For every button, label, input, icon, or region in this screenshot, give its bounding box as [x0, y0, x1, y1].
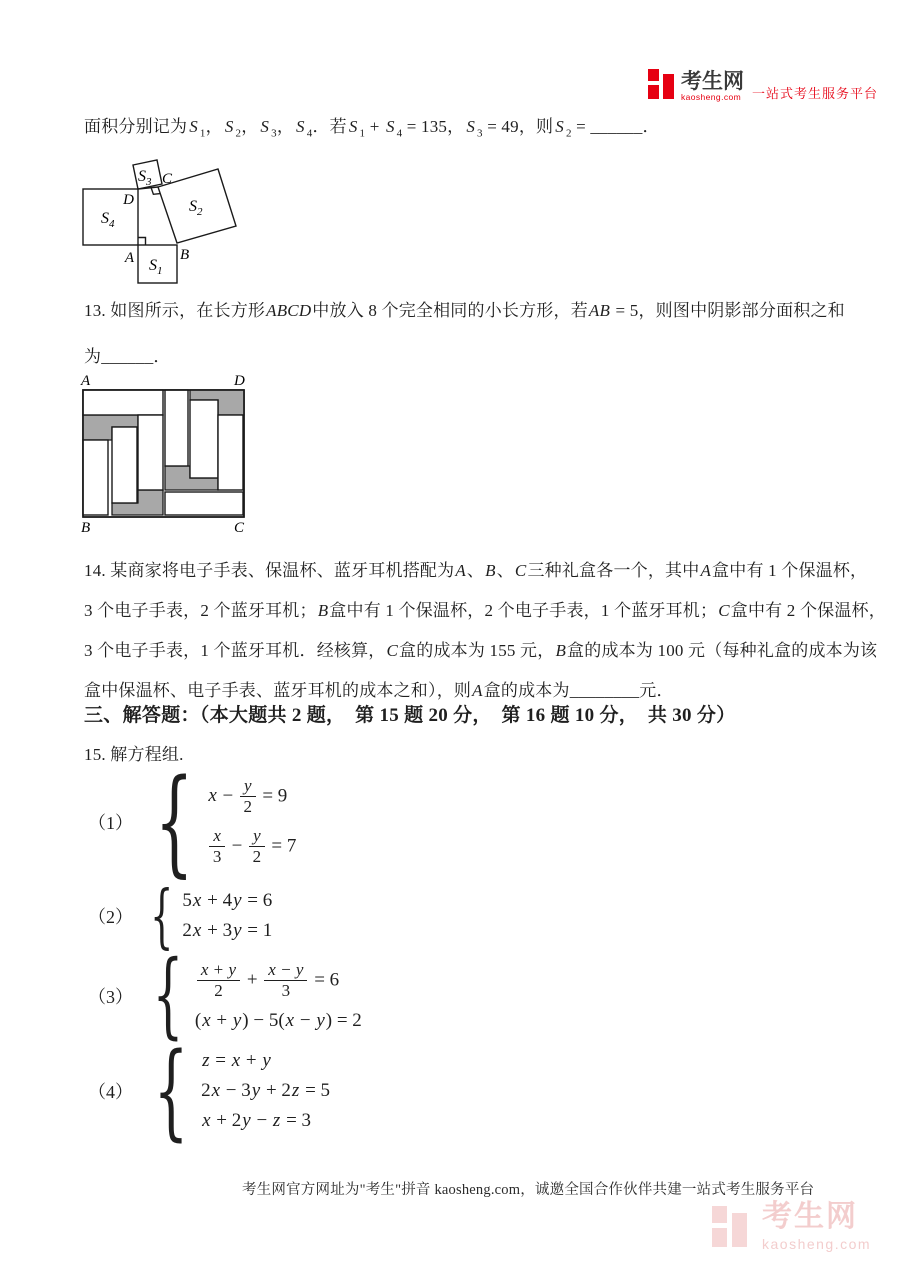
small-rect-3: [138, 415, 163, 490]
small-rect-7: [218, 415, 243, 490]
label-s3: $S_3$: [138, 168, 152, 188]
equation: x − $\frac{y}{2}$ = 9: [208, 776, 288, 817]
label-s4: $S_4$: [101, 210, 115, 230]
small-rect-1: [83, 390, 163, 415]
equation-system-2: [88, 874, 273, 956]
equation-system-3: [88, 941, 362, 1049]
vertex-b: B: [81, 520, 91, 536]
logo-domain: kaosheng.com: [681, 92, 742, 103]
kaosheng-watermark-icon: [712, 1202, 752, 1257]
square-s1: [138, 245, 177, 283]
system-brace: {: [154, 754, 194, 890]
footer-note: 考生网官方网址为"考生"拼音 kaosheng.com，诚邀全国合作伙伴共建一站式考生服务平台: [242, 1182, 815, 1198]
equation-label: （1）: [88, 812, 133, 833]
vertex-a: A: [81, 373, 91, 389]
equation: $\frac{x + y}{2}$ + $\frac{x - y}{3}$ = 6: [195, 956, 362, 1006]
vertex-b: B: [180, 247, 190, 263]
system-brace: {: [153, 1029, 189, 1152]
equation: 2x + 3y = 1: [182, 920, 273, 941]
equation-lines: [195, 956, 362, 1036]
equation-label: （4）: [88, 1082, 133, 1102]
equation: 2x − 3y + 2z = 5: [201, 1080, 331, 1101]
vertex-d: D: [123, 192, 134, 208]
watermark-name: 考生网: [762, 1200, 858, 1233]
small-rect-5: [165, 390, 188, 466]
equation-lines: [207, 772, 296, 872]
logo-tagline: 一站式考生服务平台: [752, 86, 879, 101]
equation: z = x + y: [202, 1050, 271, 1071]
vertex-c: C: [234, 520, 245, 536]
problem-12-line: 面积分别记为 S $_1$， S $_2$， S $_3$， S $_4$．若 S $_1$ + S $_4$ = 135， S $_3$ = 49，则 S $_2$ = ______．: [84, 117, 660, 140]
equation: 5x + 4y = 6: [182, 890, 273, 911]
label-s2: $S_2$: [189, 198, 203, 218]
equation-lines: [201, 1046, 330, 1136]
problem-14-line-2: 3 个电子手表，2 个蓝牙耳机；B盒中有 1 个保温杯，2 个电子手表，1 个蓝牙耳机；C盒中有 2 个保温杯，: [84, 601, 886, 620]
problem-14-line-1: 14. 某商家将电子手表、保温杯、蓝牙耳机搭配为A、B、C三种礼盒各一个，其中A盒中有 1 个保温杯，: [84, 561, 868, 580]
header-logo: [648, 66, 878, 107]
system-brace: {: [150, 874, 174, 956]
equation: x + 2y − z = 3: [202, 1110, 312, 1131]
problem-14-line-3: 3 个电子手表，1 个蓝牙耳机．经核算，C盒的成本为 155 元，B盒的成本为 100 元（每种礼盒的成本为该: [84, 641, 878, 660]
equation-label: （2）: [88, 907, 133, 927]
logo-name: 考生网: [681, 70, 744, 94]
equation: $\frac{x}{3}$ − $\frac{y}{2}$ = 7: [207, 822, 296, 872]
small-rect-2: [112, 427, 137, 503]
problem-15-title: 15. 解方程组.: [84, 745, 184, 764]
problem-13-line-2: 为______．: [84, 347, 171, 366]
system-brace: {: [152, 941, 184, 1049]
small-rect-4: [83, 440, 108, 515]
right-angle-mark-a: [138, 238, 146, 246]
label-s1: $S_1$: [149, 257, 163, 277]
vertex-d: D: [234, 373, 245, 389]
kaosheng-logo-icon: [648, 66, 676, 107]
problem-13-line-1: 13. 如图所示，在长方形ABCD中放入 8 个完全相同的小长方形，若AB = 5，则图中阴影部分面积之和: [84, 301, 845, 320]
vertex-c: C: [162, 171, 173, 187]
equation-lines: [182, 886, 272, 946]
small-rect-6: [190, 400, 218, 478]
problem-14-line-4: 盒中保温杯、电子手表、蓝牙耳机的成本之和），则A盒的成本为________元．: [84, 681, 674, 700]
equation-system-4: [88, 1029, 331, 1152]
equation: (x + y) − 5(x − y) = 2: [194, 1009, 362, 1031]
equation-label: （3）: [88, 986, 133, 1007]
watermark-logo: [712, 1202, 871, 1257]
small-rect-8: [165, 492, 243, 515]
watermark-domain: kaosheng.com: [762, 1236, 872, 1252]
figure-rectangles: [78, 370, 250, 541]
vertex-a: A: [124, 250, 134, 266]
figure-squares: [75, 152, 255, 297]
section-3-header: 三、解答题：（本大题共 2 题， 第 15 题 20 分， 第 16 题 10 分， 共 30 分）: [84, 705, 736, 726]
